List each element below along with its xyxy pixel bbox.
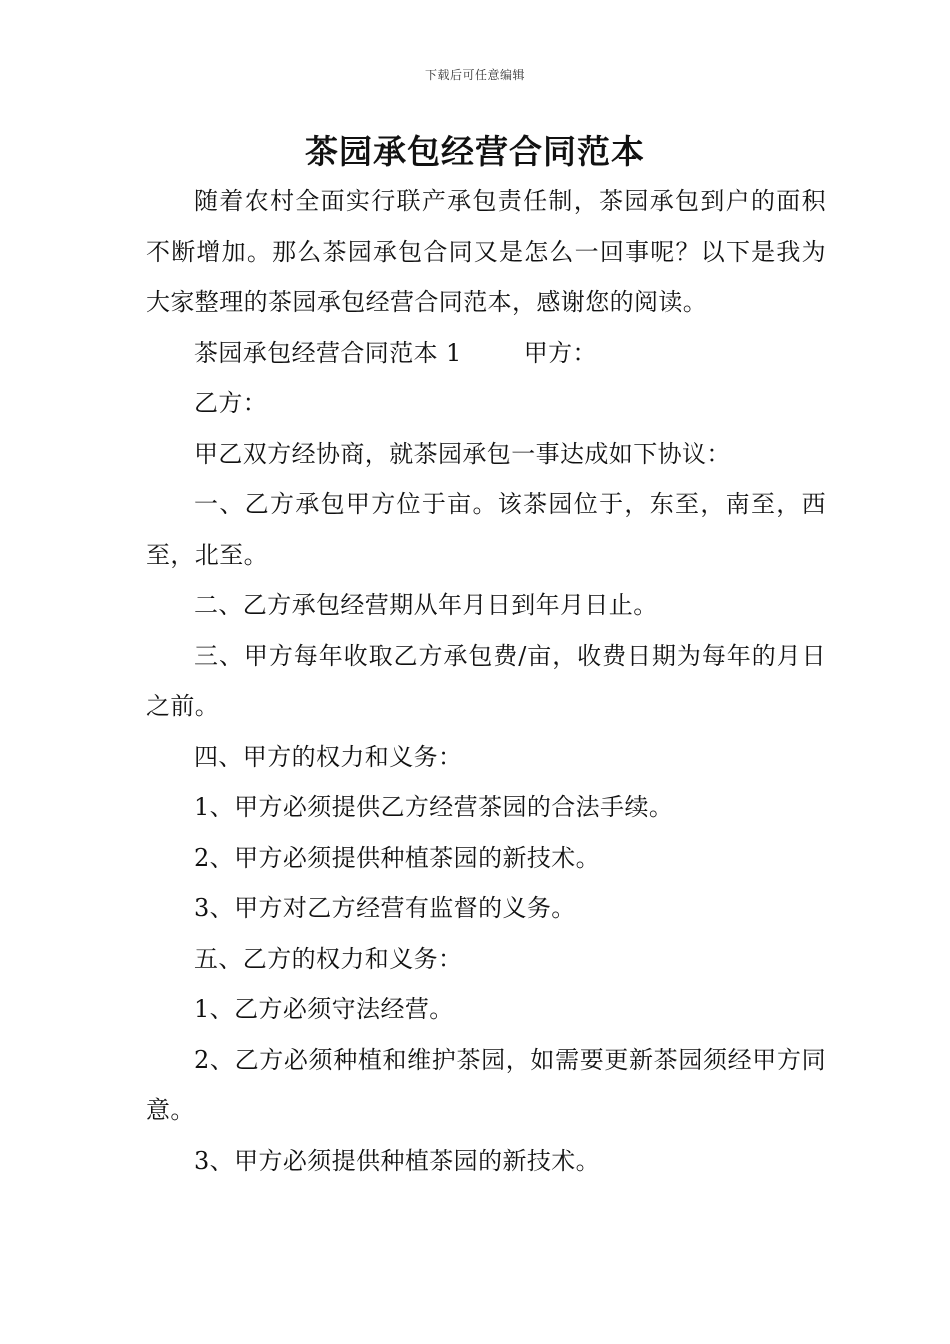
- intro-paragraph: 随着农村全面实行联产承包责任制，茶园承包到户的面积不断增加。那么茶园承包合同又是怎么一回事呢？以下是我为大家整理的茶园承包经营合同范本，感谢您的阅读。: [146, 187, 826, 316]
- document-title: 茶园承包经营合同范本: [305, 132, 645, 171]
- clause-4-item-3: 3、甲方对乙方经营有监督的义务。: [194, 894, 576, 922]
- clause-5: 五、乙方的权力和义务：: [194, 944, 463, 973]
- header-note: 下载后可任意编辑: [424, 68, 525, 82]
- clause-3: 三、甲方每年收取乙方承包费/亩，收费日期为每年的月日之前。: [146, 641, 826, 720]
- section-heading: 茶园承包经营合同范本 1: [194, 338, 462, 367]
- clause-4-item-1: 1、甲方必须提供乙方经营茶园的合法手续。: [194, 793, 674, 821]
- clause-5-item-2: 2、乙方必须种植和维护茶园，如需要更新茶园须经甲方同意。: [146, 1045, 826, 1124]
- clause-5-item-1: 1、乙方必须守法经营。: [194, 995, 454, 1023]
- party-a-label: 甲方：: [523, 338, 597, 367]
- clause-4-item-2: 2、甲方必须提供种植茶园的新技术。: [194, 843, 601, 872]
- document-body: [146, 176, 826, 1186]
- clause-1: 一、乙方承包甲方位于亩。该茶园位于，东至，南至，西至，北至。: [146, 490, 826, 569]
- clause-4: 四、甲方的权力和义务：: [194, 742, 463, 771]
- section-heading-line: [146, 328, 826, 379]
- clause-5-item-3: 3、甲方必须提供种植茶园的新技术。: [194, 1146, 601, 1175]
- clause-2: 二、乙方承包经营期从年月日到年月日止。: [194, 591, 658, 619]
- agreement-paragraph: 甲乙双方经协商，就茶园承包一事达成如下协议：: [194, 439, 731, 468]
- party-b-label: 乙方：: [194, 389, 268, 417]
